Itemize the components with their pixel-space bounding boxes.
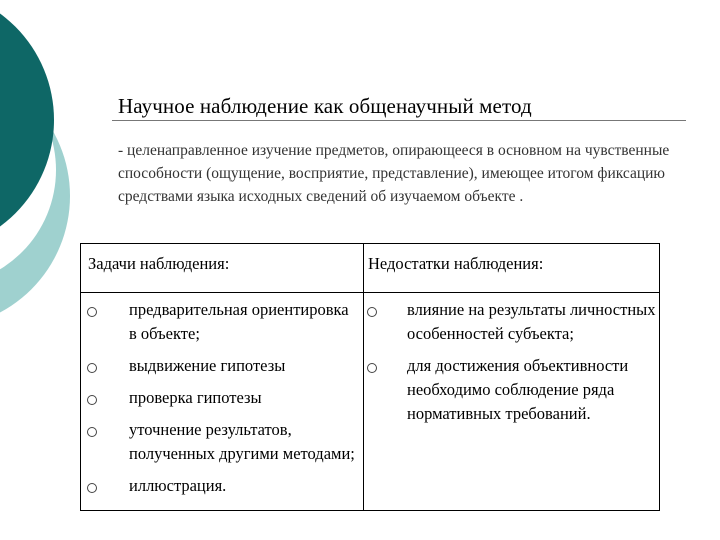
list-item: выдвижение гипотезы <box>129 354 359 378</box>
observation-table <box>80 243 660 511</box>
white-ring-circle <box>0 54 56 286</box>
circle-bullet-icon <box>87 427 97 437</box>
dark-teal-circle <box>0 0 54 252</box>
list-item: уточнение результатов, полученных другими методами; <box>129 418 359 466</box>
definition-text: - целенаправленное изучение предметов, опирающееся в основном на чувственные способности (ощущение, восприятие, представление), имеющее итогом фиксацию средствами языка исходных сведений об изучаемом объекте . <box>118 142 670 205</box>
list-item: проверка гипотезы <box>129 386 359 410</box>
tasks-header: Задачи наблюдения: <box>88 254 230 273</box>
column-divider <box>363 244 364 510</box>
circle-bullet-icon <box>87 483 97 493</box>
list-item: для достижения объективности необходимо соблюдение ряда нормативных требований. <box>407 354 657 426</box>
drawbacks-header: Недостатки наблюдения: <box>368 254 544 273</box>
slide-title: Научное наблюдение как общенаучный метод <box>118 94 532 118</box>
tasks-list <box>129 298 359 506</box>
list-item: иллюстрация. <box>129 474 359 498</box>
circle-bullet-icon <box>87 307 97 317</box>
title-divider <box>112 120 686 121</box>
header-divider <box>81 292 659 293</box>
list-item: влияние на результаты личностных особенностей субъекта; <box>407 298 657 346</box>
circle-bullet-icon <box>367 363 377 373</box>
drawbacks-list <box>407 298 657 434</box>
circle-bullet-icon <box>87 363 97 373</box>
circle-bullet-icon <box>87 395 97 405</box>
light-teal-circle <box>0 64 70 328</box>
list-item: предварительная ориентировка в объекте; <box>129 298 359 346</box>
circle-bullet-icon <box>367 307 377 317</box>
